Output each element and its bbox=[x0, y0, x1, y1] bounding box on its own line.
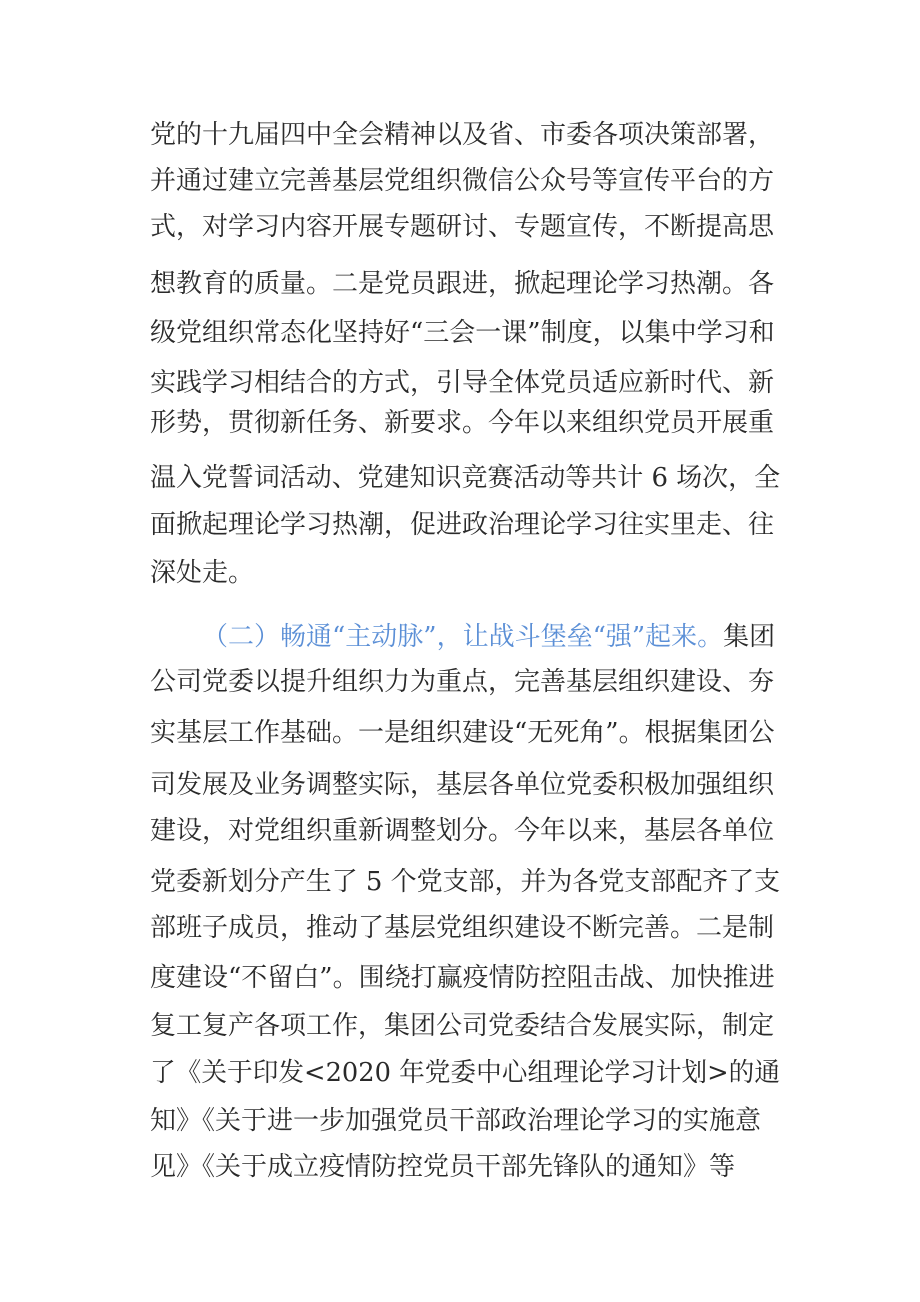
text-line: 想教育的质量。二是党员跟进，掀起理论学习热潮。各 bbox=[150, 269, 775, 299]
text-line: 公司党委以提升组织力为重点，完善基层组织建设、夯 bbox=[150, 667, 775, 697]
text-line: 度建设“不留白”。围绕打赢疫情防控阻击战、加快推进 bbox=[150, 963, 775, 993]
text-line: 面掀起理论学习热潮，促进政治理论学习往实里走、往 bbox=[150, 510, 775, 540]
text-line: 司发展及业务调整实际，基层各单位党委积极加强组织 bbox=[150, 770, 775, 800]
text-line: 温入党誓词活动、党建知识竞赛活动等共计 6 场次，全 bbox=[150, 463, 781, 493]
text-line: 建设，对党组织重新调整划分。今年以来，基层各单位 bbox=[150, 816, 775, 846]
text-line: 了《关于印发<2020 年党委中心组理论学习计划>的通 bbox=[150, 1058, 781, 1088]
text-line: 知》《关于进一步加强党员干部政治理论学习的实施意 bbox=[150, 1106, 762, 1136]
text-line: 实基层工作基础。一是组织建设“无死角”。根据集团公 bbox=[150, 718, 775, 748]
section-heading-line bbox=[202, 619, 775, 655]
text-line: 式，对学习内容开展专题研讨、专题宣传，不断提高思 bbox=[150, 212, 775, 242]
text-run: 集团 bbox=[723, 622, 776, 652]
text-line: 深处走。 bbox=[150, 558, 255, 588]
text-line: 形势，贯彻新任务、新要求。今年以来组织党员开展重 bbox=[150, 408, 775, 438]
section-heading: （二）畅通“主动脉”，让战斗堡垒“强”起来。 bbox=[202, 622, 724, 652]
text-line: 见》《关于成立疫情防控党员干部先锋队的通知》等 bbox=[150, 1152, 736, 1182]
text-line: 级党组织常态化坚持好“三会一课”制度，以集中学习和 bbox=[150, 318, 775, 348]
text-line: 党委新划分产生了 5 个党支部，并为各党支部配齐了支 bbox=[150, 867, 781, 897]
text-line: 复工复产各项工作，集团公司党委结合发展实际，制定 bbox=[150, 1011, 775, 1041]
text-line: 部班子成员，推动了基层党组织建设不断完善。二是制 bbox=[150, 913, 775, 943]
text-line: 党的十九届四中全会精神以及省、市委各项决策部署， bbox=[150, 120, 775, 150]
text-line: 并通过建立完善基层党组织微信公众号等宣传平台的方 bbox=[150, 166, 775, 196]
text-line: 实践学习相结合的方式，引导全体党员适应新时代、新 bbox=[150, 368, 775, 398]
